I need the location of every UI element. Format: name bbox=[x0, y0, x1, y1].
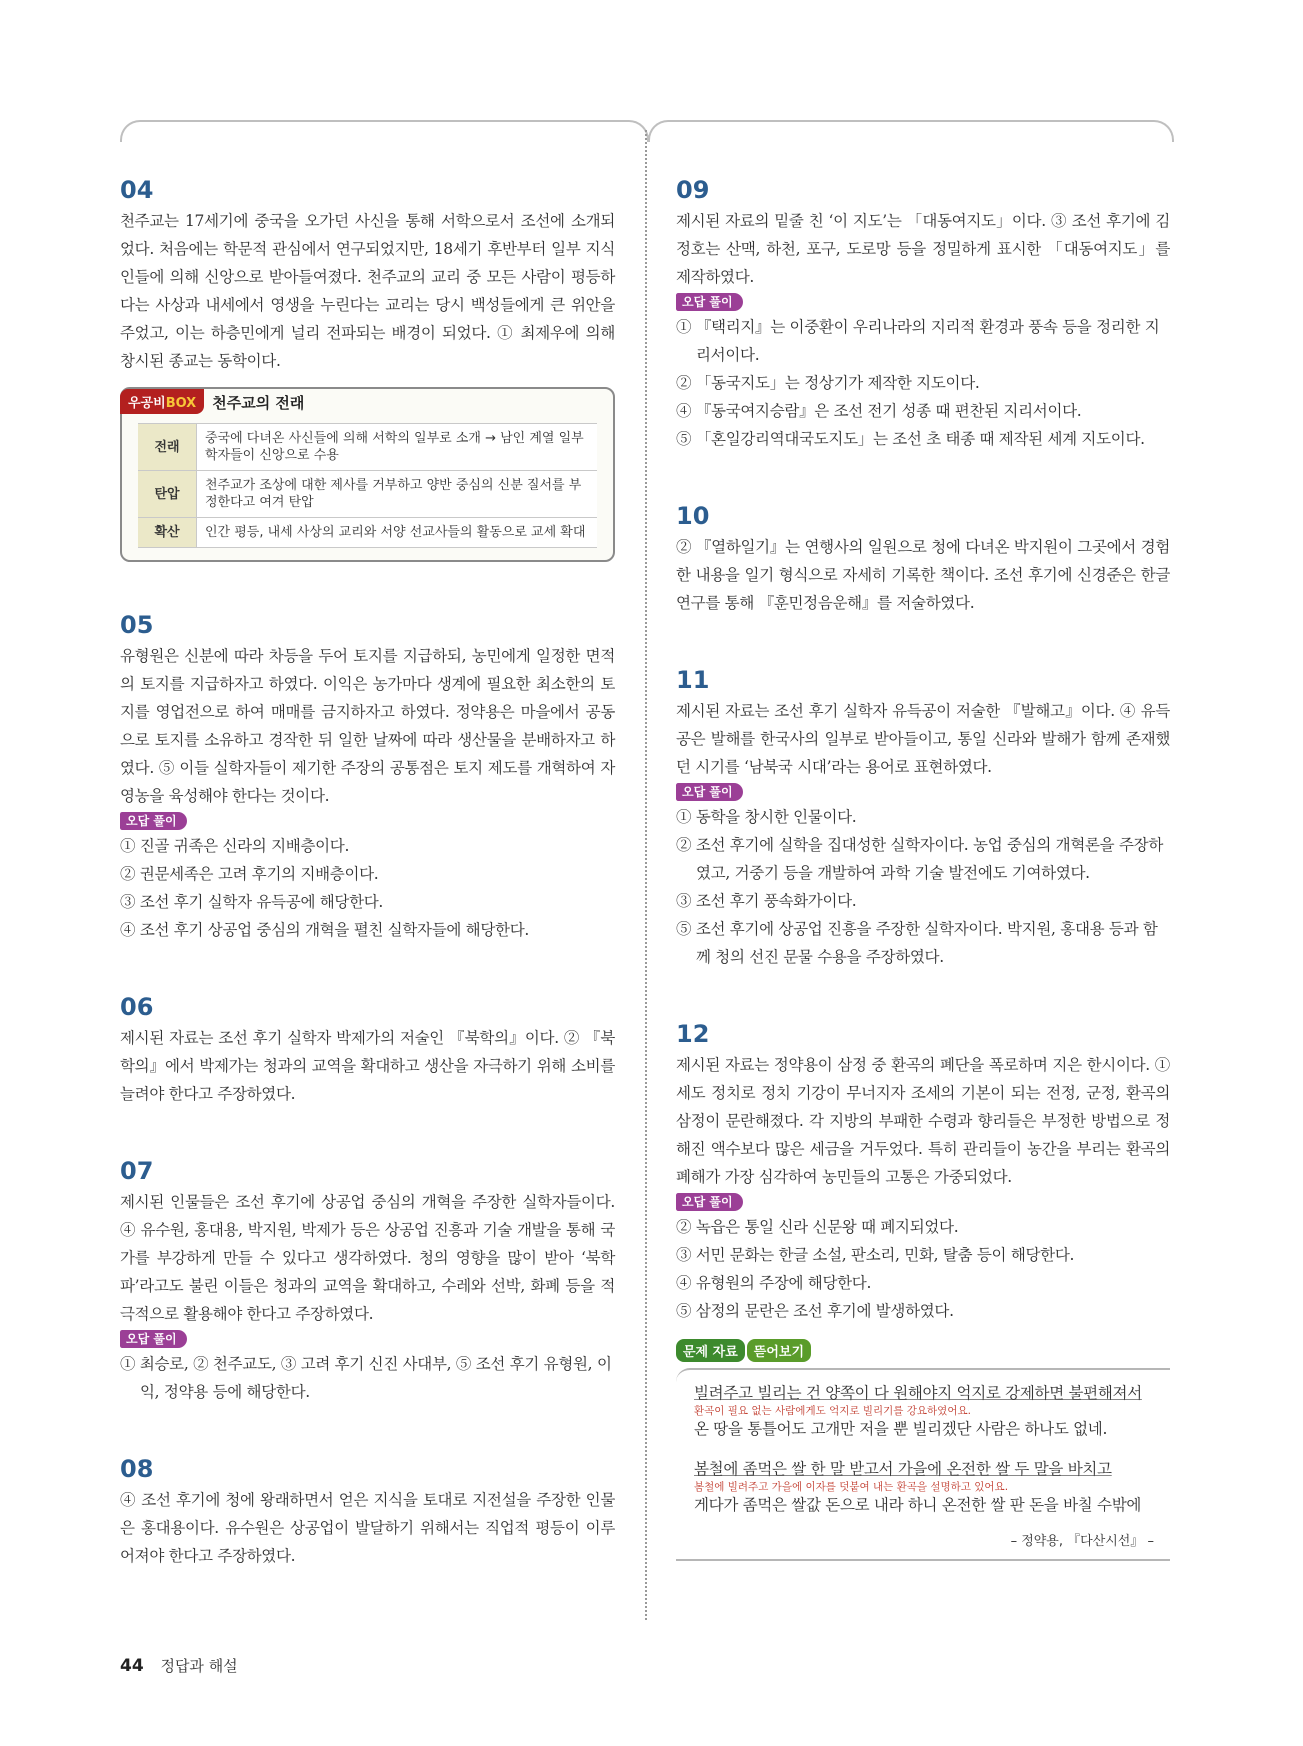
info-box bbox=[120, 387, 615, 562]
answer-06 bbox=[120, 992, 615, 1108]
answer-09 bbox=[676, 175, 1170, 453]
box-title: 천주교의 전래 bbox=[212, 393, 305, 412]
explanation-text: 천주교는 17세기에 중국을 오가던 사신을 통해 서학으로서 조선에 소개되었다. 처음에는 학문적 관심에서 연구되었지만, 18세기 후반부터 일부 지식인들에 의해 신앙으로 받아들여졌다. 천주교의 교리 중 모든 사람이 평등하다는 사상과 내세에서 영생을 누린다는 교리는 당시 백성들에게 큰 위안을 주었고, 이는 하층민에게 널리 전파되는 배경이 되었다. ① 최제우에 의해 창시된 종교는 동학이다. bbox=[120, 212, 615, 370]
question-number: 07 bbox=[120, 1157, 154, 1185]
poem-gloss: 봄철에 빌려주고 가을에 이자를 덧붙여 내는 환곡을 설명하고 있어요. bbox=[694, 1481, 1009, 1493]
explanation-text: 제시된 자료의 밑줄 친 ‘이 지도’는 「대동여지도」이다. ③ 조선 후기에 김정호는 산맥, 하천, 포구, 도로망 등을 정밀하게 표시한 「대동여지도」를 제작하였다. bbox=[676, 212, 1170, 286]
page-footer bbox=[120, 1655, 238, 1676]
answer-08 bbox=[120, 1454, 615, 1570]
question-number: 10 bbox=[676, 502, 710, 530]
list-item: ② 「동국지도」는 정상기가 제작한 지도이다. bbox=[676, 374, 980, 392]
footer-label: 정답과 해설 bbox=[160, 1657, 238, 1675]
row-key: 탄압 bbox=[138, 471, 197, 518]
question-number: 11 bbox=[676, 666, 710, 694]
poem-line: 빌려주고 빌리는 건 양쪽이 다 원해야지 억지로 강제하면 불편해져서 bbox=[694, 1384, 1142, 1402]
list-item: ① 최승로, ② 천주교도, ③ 고려 후기 신진 사대부, ⑤ 조선 후기 유형원, 이익, 정약용 등에 해당한다. bbox=[120, 1355, 612, 1401]
table-row bbox=[138, 471, 597, 518]
list-item: ① 동학을 창시한 인물이다. bbox=[676, 808, 857, 826]
box-tag: 우공비BOX bbox=[120, 389, 204, 414]
explanation-text: 제시된 자료는 정약용이 삼정 중 환곡의 폐단을 폭로하며 지은 한시이다. ① 세도 정치로 정치 기강이 무너지자 조세의 기본이 되는 전정, 군정, 환곡의 삼정이 문란해졌다. 각 지방의 부패한 수령과 향리들은 부정한 방법으로 정해진 액수보다 많은 세금을 거두었다. 특히 관리들이 농간을 부리는 환곡의 폐해가 가장 심각하여 농민들의 고통은 가중되었다. bbox=[676, 1056, 1170, 1186]
list-item: ⑤ 삼정의 문란은 조선 후기에 발생하였다. bbox=[676, 1302, 954, 1320]
list-item: ② 권문세족은 고려 후기의 지배층이다. bbox=[120, 865, 379, 883]
row-key: 확산 bbox=[138, 518, 197, 548]
explanation-text: ② 『열하일기』는 연행사의 일원으로 청에 다녀온 박지원이 그곳에서 경험한 내용을 일기 형식으로 자세히 기록한 책이다. 조선 후기에 신경준은 한글 연구를 통해 『훈민정음운해』를 저술하였다. bbox=[676, 538, 1170, 612]
table-row bbox=[138, 518, 597, 548]
question-number: 08 bbox=[120, 1455, 154, 1483]
poem-line: 게다가 좀먹은 쌀값 돈으로 내라 하니 온전한 쌀 판 돈을 바칠 수밖에 bbox=[694, 1496, 1142, 1514]
question-number: 04 bbox=[120, 176, 154, 204]
source-tag: 문제 자료 뜯어보기 bbox=[676, 1339, 813, 1362]
row-key: 전래 bbox=[138, 424, 197, 471]
wrong-answer-badge: 오답 풀이 bbox=[120, 812, 187, 830]
explanation-text: 제시된 자료는 조선 후기 실학자 박제가의 저술인 『북학의』이다. ② 『북학의』에서 박제가는 청과의 교역을 확대하고 생산을 자극하기 위해 소비를 늘려야 한다고 주장하였다. bbox=[120, 1029, 615, 1103]
source-material bbox=[676, 1339, 1170, 1561]
poem-line: 봄철에 좀먹은 쌀 한 말 받고서 가을에 온전한 쌀 두 말을 바치고 bbox=[694, 1460, 1112, 1478]
info-box-header bbox=[122, 389, 613, 415]
question-number: 09 bbox=[676, 176, 710, 204]
question-number: 06 bbox=[120, 993, 154, 1021]
explanation-text: 제시된 자료는 조선 후기 실학자 유득공이 저술한 『발해고』이다. ④ 유득공은 발해를 한국사의 일부로 받아들이고, 통일 신라와 발해가 함께 존재했던 시기를 ‘남북국 시대’라는 용어로 표현하였다. bbox=[676, 702, 1170, 776]
list-item: ④ 『동국여지승람』은 조선 전기 성종 때 편찬된 지리서이다. bbox=[676, 402, 1082, 420]
list-item: ① 진골 귀족은 신라의 지배층이다. bbox=[120, 837, 350, 855]
wrong-answer-badge: 오답 풀이 bbox=[120, 1330, 187, 1348]
row-value: 인간 평등, 내세 사상의 교리와 서양 선교사들의 활동으로 교세 확대 bbox=[197, 518, 598, 548]
answer-04 bbox=[120, 175, 615, 562]
list-item: ② 조선 후기에 실학을 집대성한 실학자이다. 농업 중심의 개혁론을 주장하였고, 거중기 등을 개발하여 과학 기술 발전에도 기여하였다. bbox=[676, 836, 1163, 882]
question-number: 12 bbox=[676, 1020, 710, 1048]
row-value: 천주교가 조상에 대한 제사를 거부하고 양반 중심의 신분 질서를 부정한다고 여겨 탄압 bbox=[197, 471, 598, 518]
list-item: ③ 조선 후기 실학자 유득공에 해당한다. bbox=[120, 893, 384, 911]
list-item: ② 녹읍은 통일 신라 신문왕 때 폐지되었다. bbox=[676, 1218, 959, 1236]
left-column bbox=[120, 175, 615, 1570]
question-number: 05 bbox=[120, 611, 154, 639]
wrong-answer-badge: 오답 풀이 bbox=[676, 1193, 743, 1211]
answer-07 bbox=[120, 1156, 615, 1406]
answer-11 bbox=[676, 665, 1170, 971]
list-item: ③ 조선 후기 풍속화가이다. bbox=[676, 892, 857, 910]
explanation-text: 제시된 인물들은 조선 후기에 상공업 중심의 개혁을 주장한 실학자들이다. ④ 유수원, 홍대용, 박지원, 박제가 등은 상공업 진흥과 기술 개발을 통해 국가를 부강하게 만들 수 있다고 생각하였다. 청의 영향을 많이 받아 ‘북학파’라고도 불린 이들은 청과의 교역을 확대하고, 수레와 선박, 화폐 등을 적극적으로 활용해야 한다고 주장하였다. bbox=[120, 1193, 615, 1323]
explanation-text: ④ 조선 후기에 청에 왕래하면서 얻은 지식을 토대로 지전설을 주장한 인물은 홍대용이다. 유수원은 상공업이 발달하기 위해서는 직업적 평등이 이루어져야 한다고 주장하였다. bbox=[120, 1491, 615, 1565]
right-column bbox=[676, 175, 1170, 1561]
list-item: ⑤ 조선 후기에 상공업 진흥을 주장한 실학자이다. 박지원, 홍대용 등과 함께 청의 선진 문물 수용을 주장하였다. bbox=[676, 920, 1158, 966]
info-table bbox=[138, 423, 597, 548]
list-item: ④ 조선 후기 상공업 중심의 개혁을 펼친 실학자들에 해당한다. bbox=[120, 921, 529, 939]
poem-box bbox=[676, 1368, 1170, 1561]
explanation-text: 유형원은 신분에 따라 차등을 두어 토지를 지급하되, 농민에게 일정한 면적의 토지를 지급하자고 하였다. 이익은 농가마다 생계에 필요한 최소한의 토지를 영업전으로 하여 매매를 금지하자고 하였다. 정약용은 마을에서 공동으로 토지를 소유하고 경작한 뒤 일한 날짜에 따라 생산물을 분배하자고 하였다. ⑤ 이들 실학자들이 제기한 주장의 공통점은 토지 제도를 개혁하여 자영농을 육성해야 한다는 것이다. bbox=[120, 647, 615, 805]
answer-10 bbox=[676, 501, 1170, 617]
list-item: ⑤ 「혼일강리역대국도지도」는 조선 초 태종 때 제작된 세계 지도이다. bbox=[676, 430, 1145, 448]
list-item: ① 『택리지』는 이중환이 우리나라의 지리적 환경과 풍속 등을 정리한 지리서이다. bbox=[676, 318, 1160, 364]
page-number: 44 bbox=[120, 1656, 144, 1676]
poem-line: 온 땅을 통틀어도 고개만 저을 뿐 빌리겠단 사람은 하나도 없네. bbox=[694, 1420, 1108, 1438]
column-divider bbox=[645, 130, 647, 1620]
poem-gloss: 환곡이 필요 없는 사람에게도 억지로 빌리기를 강요하였어요. bbox=[694, 1405, 971, 1417]
list-item: ④ 유형원의 주장에 해당한다. bbox=[676, 1274, 872, 1292]
right-column-frame bbox=[648, 120, 1174, 142]
row-value: 중국에 다녀온 사신들에 의해 서학의 일부로 소개 → 남인 계열 일부 학자들이 신앙으로 수용 bbox=[197, 424, 598, 471]
answer-12 bbox=[676, 1019, 1170, 1561]
answer-05 bbox=[120, 610, 615, 944]
poem-attribution: – 정약용, 『다산시선』 – bbox=[1010, 1534, 1154, 1549]
wrong-answer-badge: 오답 풀이 bbox=[676, 293, 743, 311]
list-item: ③ 서민 문화는 한글 소설, 판소리, 민화, 탈춤 등이 해당한다. bbox=[676, 1246, 1075, 1264]
wrong-answer-badge: 오답 풀이 bbox=[676, 783, 743, 801]
left-column-frame bbox=[120, 120, 649, 142]
table-row bbox=[138, 424, 597, 471]
